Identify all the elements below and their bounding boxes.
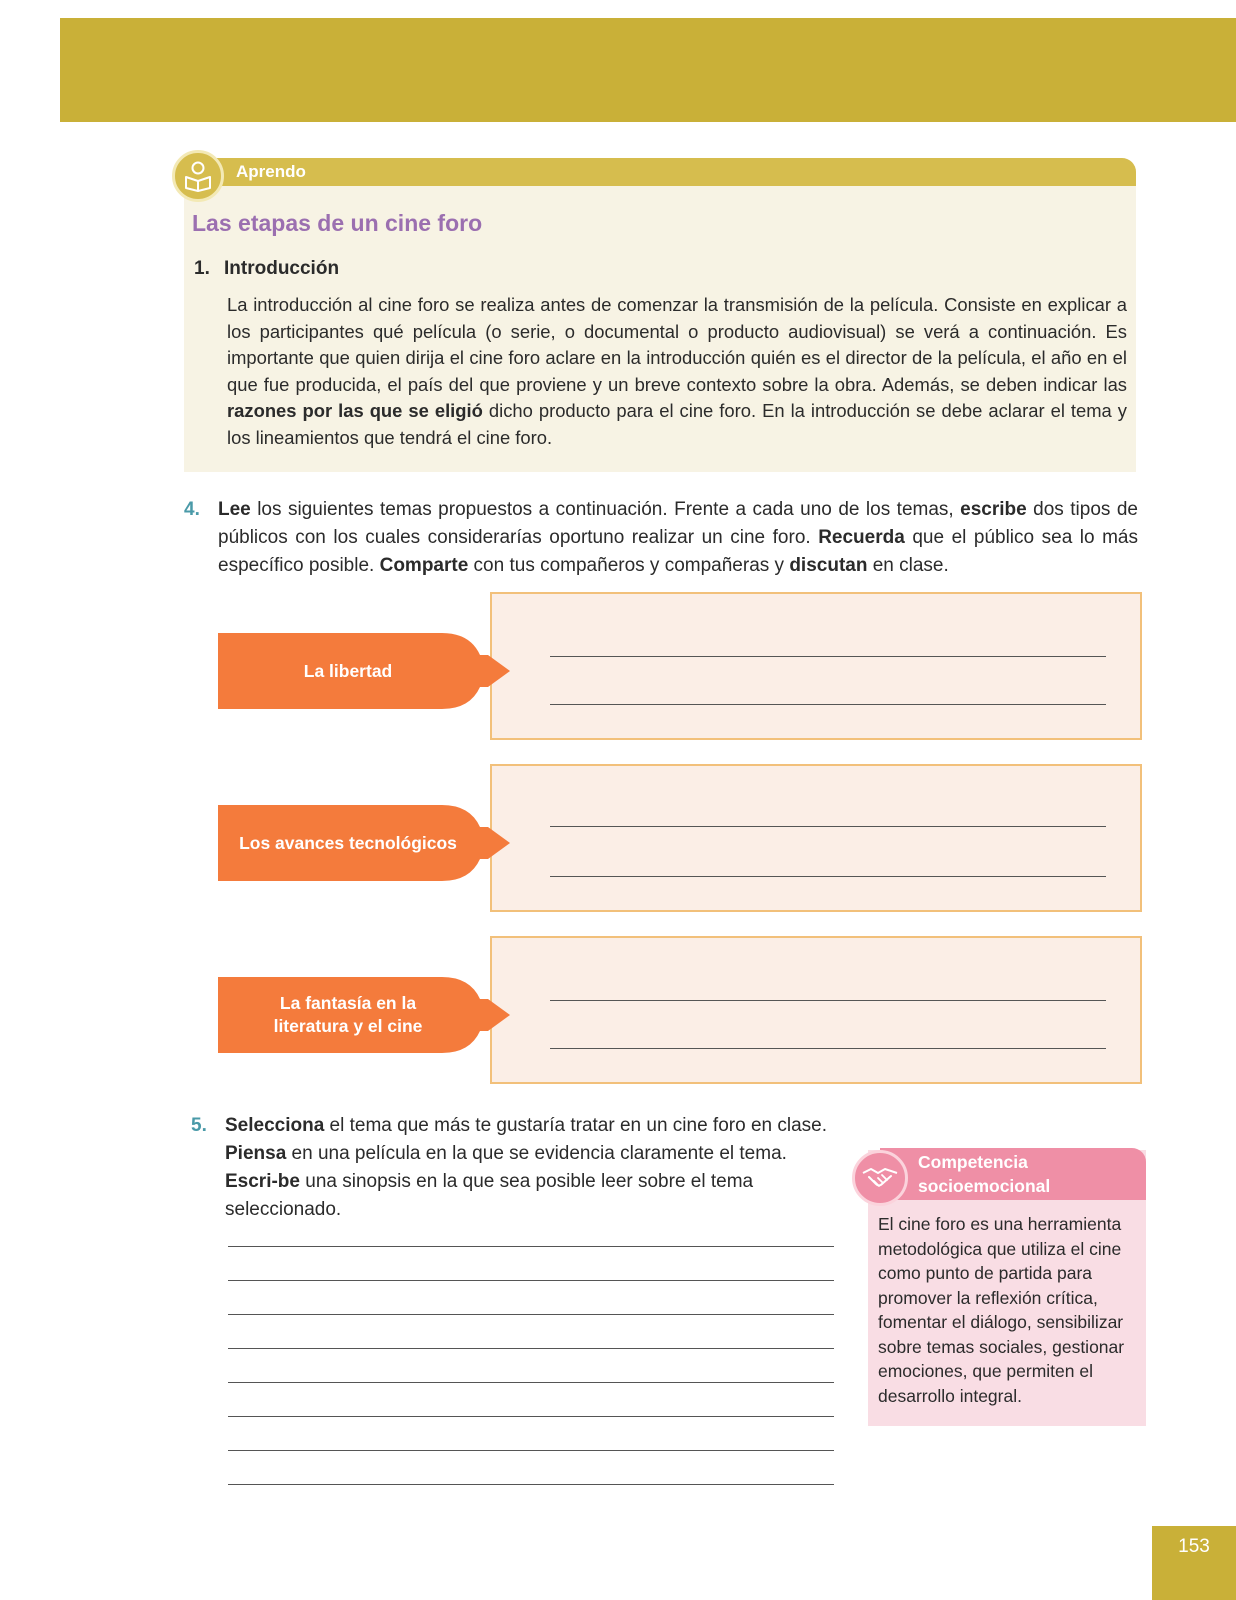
answer-box — [490, 936, 1142, 1084]
topic-row — [218, 936, 1142, 1084]
instruction-text: los siguientes temas propuestos a continuación. Frente a cada uno de los temas, — [250, 499, 961, 520]
activity-4-instructions — [184, 496, 1138, 580]
instruction-verb: Comparte — [379, 555, 469, 576]
learn-text-part: dicho producto para el cine foro. En la introducción se debe aclarar el tema y los lineamientos que tendrá el cine foro. — [227, 400, 1127, 448]
instruction-verb: Recuerda — [818, 527, 905, 548]
learn-paragraph — [227, 292, 1127, 451]
handshake-icon — [852, 1150, 908, 1206]
instruction-verb: discutan — [789, 555, 868, 576]
answer-line[interactable] — [550, 656, 1106, 657]
answer-line[interactable] — [550, 1000, 1106, 1001]
top-color-band — [60, 18, 1236, 122]
learn-title: Las etapas de un cine foro — [192, 210, 483, 236]
instruction-text: que el público sea lo más específico posible. — [218, 527, 1138, 576]
instruction-verb: escribe — [960, 499, 1027, 520]
instruction-verb: Selecciona — [225, 1115, 325, 1136]
topic-row — [218, 764, 1142, 912]
answer-line[interactable] — [550, 704, 1106, 705]
answer-line[interactable] — [550, 876, 1106, 877]
learn-text-part: La introducción al cine foro se realiza antes de comenzar la transmisión de la película. Consiste en explicar a los participantes qué película (o serie, o documental o producto audiovisual) se verá a continuación. Es importante que quien dirija el cine foro aclare en la introducción quién es el director de la película, el año en el que fue producida, el país del que proviene y un breve contexto sobre la obra. Además, se deben indicar las — [227, 294, 1127, 395]
synopsis-line[interactable] — [228, 1382, 834, 1383]
reader-icon — [172, 150, 224, 202]
activity-5-instructions — [191, 1112, 835, 1224]
section-number: 1. — [194, 258, 210, 279]
section-title: Introducción — [224, 258, 340, 279]
answer-line[interactable] — [550, 826, 1106, 827]
synopsis-line[interactable] — [228, 1280, 834, 1281]
competencia-text: El cine foro es una herramienta metodológica que utiliza el cine como punto de partida para promover la reflexión crítica, fomentar el diálogo, sensibilizar sobre temas sociales, gestionar emociones, que permiten el desarrollo integral. — [878, 1214, 1125, 1406]
activity-number: 5. — [191, 1115, 207, 1136]
instruction-verb: Lee — [218, 499, 251, 520]
synopsis-line[interactable] — [228, 1348, 834, 1349]
topic-label: Los avances tecnológicos — [239, 832, 457, 853]
activity-number: 4. — [184, 499, 200, 520]
topic-label: La libertad — [303, 660, 393, 681]
instruction-text: una sinopsis en la que sea posible leer sobre el tema seleccionado. — [225, 1171, 754, 1220]
learn-text-bold: razones por las que se eligió — [227, 400, 483, 421]
instruction-text: dos tipos de públicos con los cuales considerarías oportuno realizar un cine foro. — [218, 499, 1138, 548]
synopsis-line[interactable] — [228, 1416, 834, 1417]
topic-row — [218, 592, 1142, 740]
synopsis-line[interactable] — [228, 1484, 834, 1485]
instruction-verb: Escri-be — [225, 1171, 300, 1192]
instruction-text: el tema que más te gustaría tratar en un cine foro en clase. — [324, 1115, 828, 1136]
instruction-verb: Piensa — [225, 1143, 287, 1164]
instruction-text: con tus compañeros y compañeras y — [468, 555, 790, 576]
answer-box — [490, 764, 1142, 912]
topic-label: La fantasía en la literatura y el cine — [273, 993, 423, 1036]
answer-box — [490, 592, 1142, 740]
answer-line[interactable] — [550, 1048, 1106, 1049]
section-heading — [194, 258, 339, 280]
synopsis-line[interactable] — [228, 1246, 834, 1247]
instruction-text: en clase. — [867, 555, 949, 576]
instruction-text: en una película en la que se evidencia claramente el tema. — [286, 1143, 787, 1164]
synopsis-line[interactable] — [228, 1314, 834, 1315]
synopsis-line[interactable] — [228, 1450, 834, 1451]
page-number: 153 — [1152, 1526, 1236, 1600]
learn-header — [184, 158, 1136, 186]
learn-label: Aprendo — [236, 162, 306, 181]
competencia-title: Competencia socioemocional — [918, 1152, 1051, 1196]
